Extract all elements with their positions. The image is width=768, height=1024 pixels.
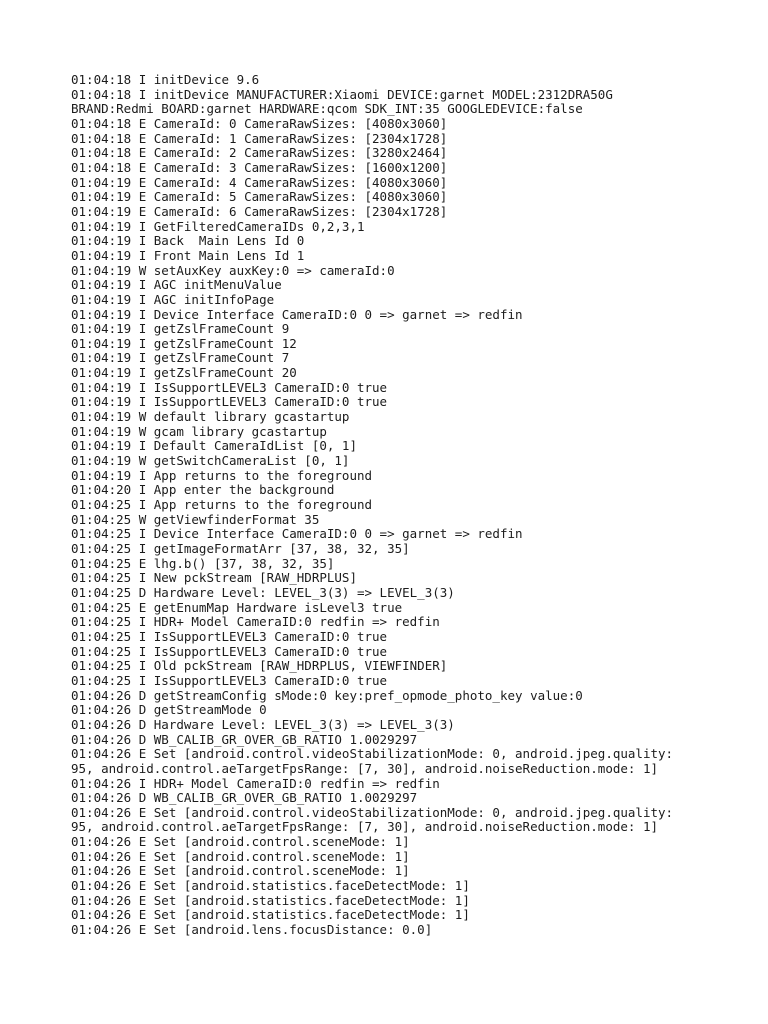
log-line: 01:04:26 D Hardware Level: LEVEL_3(3) => LEVEL_3(3): [71, 716, 455, 732]
log-line: 01:04:26 E Set [android.control.sceneMode: 1]: [71, 834, 410, 850]
log-line: 01:04:25 E lhg.b() [37, 38, 32, 35]: [71, 555, 335, 571]
log-line: 01:04:25 I IsSupportLEVEL3 CameraID:0 true: [71, 628, 388, 644]
log-line: 01:04:25 D Hardware Level: LEVEL_3(3) => LEVEL_3(3): [71, 584, 455, 600]
log-line: 01:04:19 W gcam library gcastartup: [71, 423, 327, 439]
log-line: 01:04:19 I IsSupportLEVEL3 CameraID:0 true: [71, 394, 388, 410]
log-line: 01:04:18 E CameraId: 0 CameraRawSizes: [4080x3060]: [71, 115, 448, 131]
log-line: 01:04:19 I Back Main Lens Id 0: [71, 233, 305, 249]
log-line: 01:04:19 E CameraId: 6 CameraRawSizes: [2304x1728]: [71, 203, 448, 219]
log-line: 01:04:19 I Front Main Lens Id 1: [71, 247, 305, 263]
log-line: 01:04:19 I AGC initMenuValue: [71, 277, 282, 293]
log-line: BRAND:Redmi BOARD:garnet HARDWARE:qcom SDK_INT:35 GOOGLEDEVICE:false: [71, 101, 583, 117]
log-line: 01:04:19 I getZslFrameCount 20: [71, 365, 297, 381]
log-line: 01:04:19 W setAuxKey auxKey:0 => cameraId:0: [71, 262, 395, 278]
log-line: 01:04:26 E Set [android.statistics.faceDetectMode: 1]: [71, 907, 470, 923]
log-line: 01:04:25 I IsSupportLEVEL3 CameraID:0 true: [71, 672, 388, 688]
log-line: 01:04:25 I Old pckStream [RAW_HDRPLUS, VIEWFINDER]: [71, 658, 448, 674]
log-line: 01:04:26 I HDR+ Model CameraID:0 redfin => redfin: [71, 775, 440, 791]
log-line: 01:04:19 I getZslFrameCount 9: [71, 321, 290, 337]
log-line: 01:04:25 E getEnumMap Hardware isLevel3 true: [71, 599, 403, 615]
log-line: 01:04:19 I GetFilteredCameraIDs 0,2,3,1: [71, 218, 365, 234]
log-line: 01:04:18 I initDevice MANUFACTURER:Xiaomi DEVICE:garnet MODEL:2312DRA50G: [71, 86, 613, 102]
log-line: 01:04:26 D getStreamConfig sMode:0 key:pref_opmode_photo_key value:0: [71, 687, 583, 703]
log-line: 01:04:19 I getZslFrameCount 12: [71, 335, 297, 351]
log-line: 01:04:20 I App enter the background: [71, 482, 335, 498]
log-line: 01:04:19 I getZslFrameCount 7: [71, 350, 290, 366]
log-line: 01:04:19 W getSwitchCameraList [0, 1]: [71, 453, 350, 469]
log-line: 01:04:26 E Set [android.control.sceneMode: 1]: [71, 848, 410, 864]
log-line: 01:04:25 I HDR+ Model CameraID:0 redfin => redfin: [71, 614, 440, 630]
log-line: 01:04:25 I IsSupportLEVEL3 CameraID:0 true: [71, 643, 388, 659]
log-line: 01:04:26 E Set [android.control.sceneMode: 1]: [71, 863, 410, 879]
log-line: 01:04:26 E Set [android.statistics.faceDetectMode: 1]: [71, 892, 470, 908]
log-line: 01:04:26 E Set [android.statistics.faceDetectMode: 1]: [71, 878, 470, 894]
log-line: 01:04:26 E Set [android.control.videoStabilizationMode: 0, android.jpeg.quality:: [71, 746, 674, 762]
log-line: 01:04:25 I Device Interface CameraID:0 0 => garnet => redfin: [71, 526, 523, 542]
log-line: 01:04:26 D WB_CALIB_GR_OVER_GB_RATIO 1.0029297: [71, 731, 418, 747]
log-line: 01:04:19 I App returns to the foreground: [71, 467, 373, 483]
log-line: 01:04:25 I App returns to the foreground: [71, 497, 373, 513]
log-line: 95, android.control.aeTargetFpsRange: [7, 30], android.noiseReduction.mode: 1]: [71, 819, 658, 835]
log-line: 01:04:19 E CameraId: 4 CameraRawSizes: [4080x3060]: [71, 174, 448, 190]
log-line: 01:04:25 I getImageFormatArr [37, 38, 32, 35]: [71, 541, 410, 556]
log-line: 01:04:26 E Set [android.control.videoStabilizationMode: 0, android.jpeg.quality:: [71, 804, 674, 820]
log-line: 01:04:19 I Device Interface CameraID:0 0 => garnet => redfin: [71, 306, 523, 322]
log-line: 01:04:19 I IsSupportLEVEL3 CameraID:0 true: [71, 379, 388, 395]
log-text-block: [71, 73, 761, 938]
log-line: 01:04:19 E CameraId: 5 CameraRawSizes: [4080x3060]: [71, 189, 448, 205]
log-line: 01:04:19 I AGC initInfoPage: [71, 291, 275, 307]
log-line: 01:04:18 I initDevice 9.6: [71, 72, 260, 87]
log-line: 01:04:26 D WB_CALIB_GR_OVER_GB_RATIO 1.0029297: [71, 790, 418, 806]
log-line: 01:04:25 I New pckStream [RAW_HDRPLUS]: [71, 570, 357, 586]
log-line: 95, android.control.aeTargetFpsRange: [7, 30], android.noiseReduction.mode: 1]: [71, 760, 658, 776]
log-line: 01:04:26 E Set [android.lens.focusDistance: 0.0]: [71, 922, 433, 938]
log-line: 01:04:26 D getStreamMode 0: [71, 702, 267, 718]
log-line: 01:04:19 W default library gcastartup: [71, 409, 350, 425]
log-line: 01:04:25 W getViewfinderFormat 35: [71, 511, 320, 527]
log-line: 01:04:18 E CameraId: 2 CameraRawSizes: [3280x2464]: [71, 145, 448, 161]
log-line: 01:04:18 E CameraId: 3 CameraRawSizes: [1600x1200]: [71, 159, 448, 175]
log-line: 01:04:18 E CameraId: 1 CameraRawSizes: [2304x1728]: [71, 130, 448, 146]
log-line: 01:04:19 I Default CameraIdList [0, 1]: [71, 438, 357, 454]
